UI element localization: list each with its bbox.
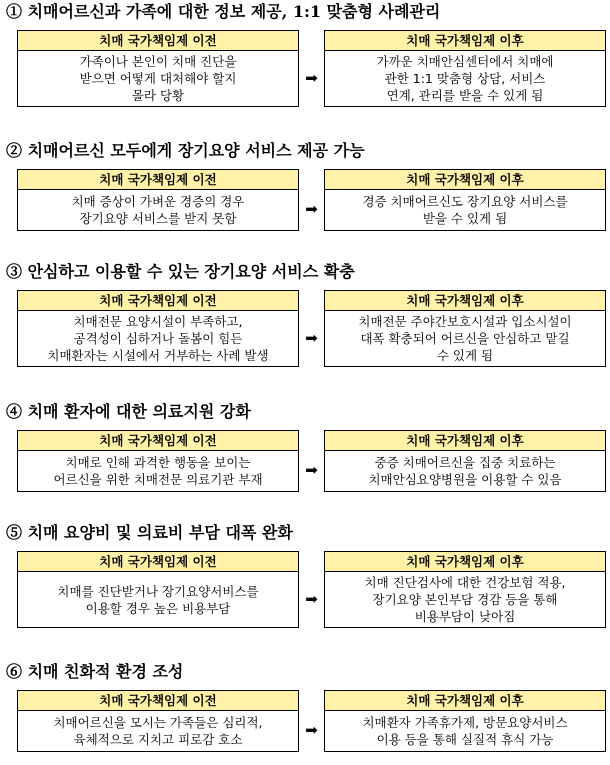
after-header: 치매 국가책임제 이후 [325, 691, 605, 711]
description-line: 받을 수 있게 됨 [422, 211, 508, 226]
section-title: ③ 안심하고 이용할 수 있는 장기요양 서비스 확충 [6, 262, 355, 281]
after-header: 치매 국가책임제 이후 [325, 170, 605, 190]
after-description [325, 190, 605, 230]
description-line: 장기요양 본인부담 경감 등을 통해 [372, 592, 558, 607]
after-box [324, 551, 606, 628]
description-line: 대폭 확충되어 어르신을 안심하고 맡길 [360, 331, 570, 346]
before-description [18, 451, 298, 491]
before-header: 치매 국가책임제 이전 [18, 31, 298, 51]
before-description [18, 711, 298, 751]
before-box [17, 290, 299, 367]
before-description [18, 190, 298, 230]
before-box [17, 690, 299, 752]
description-line: 중증 치매어르신을 집중 치료하는 [374, 455, 556, 470]
after-box [324, 30, 606, 107]
description-line: 치매 증상이 가벼운 경증의 경우 [71, 194, 245, 209]
before-description [18, 311, 298, 366]
before-box [17, 30, 299, 107]
right-arrow-icon: ➡ [305, 461, 318, 479]
description-line: 치매로 인해 과격한 행동을 보이는 [65, 455, 251, 470]
section-title: ⑤ 치매 요양비 및 의료비 부담 대폭 완화 [6, 523, 293, 542]
before-description [18, 572, 298, 627]
before-box [17, 551, 299, 628]
after-description [325, 572, 605, 627]
right-arrow-icon: ➡ [305, 200, 318, 218]
description-line: 가까운 치매안심센터에서 치매에 [376, 54, 554, 69]
description-line: 가족이나 본인이 치매 진단을 [79, 54, 237, 69]
description-line: 치매전문 요양시설이 부족하고, [73, 314, 243, 329]
right-arrow-icon: ➡ [305, 590, 318, 608]
after-box [324, 430, 606, 492]
before-header: 치매 국가책임제 이전 [18, 291, 298, 311]
section-title: ④ 치매 환자에 대한 의료지원 강화 [6, 402, 251, 421]
after-description [325, 311, 605, 366]
section-title: ⑥ 치매 친화적 환경 조성 [6, 662, 184, 681]
description-line: 이용 등을 통해 실질적 휴식 가능 [376, 732, 554, 747]
before-box [17, 430, 299, 492]
after-description [325, 51, 605, 106]
after-box [324, 169, 606, 231]
description-line: 치매 진단검사에 대한 건강보험 적용, [364, 575, 566, 590]
description-line: 치매환자 가족휴가제, 방문요양서비스 [362, 715, 568, 730]
description-line: 치매를 진단받거나 장기요양서비스를 [57, 583, 259, 599]
after-description [325, 711, 605, 751]
description-line: 치매환자는 시설에서 거부하는 사례 발생 [47, 348, 269, 363]
after-header: 치매 국가책임제 이후 [325, 431, 605, 451]
description-line: 관한 1:1 맞춤형 상담, 서비스 [384, 71, 546, 86]
section-title: ② 치매어르신 모두에게 장기요양 서비스 제공 가능 [6, 141, 365, 160]
right-arrow-icon: ➡ [305, 329, 318, 347]
before-box [17, 169, 299, 231]
description-line: 치매어르신을 모시는 가족들은 심리적, [53, 715, 263, 730]
before-header: 치매 국가책임제 이전 [18, 691, 298, 711]
after-box [324, 290, 606, 367]
after-header: 치매 국가책임제 이후 [325, 31, 605, 51]
after-description [325, 451, 605, 491]
description-line: 치매안심요양병원을 이용할 수 있음 [368, 472, 562, 487]
right-arrow-icon: ➡ [305, 721, 318, 739]
description-line: 경증 치매어르신도 장기요양 서비스를 [362, 194, 568, 209]
description-line: 비용부담이 낮아짐 [414, 609, 516, 624]
section-title: ① 치매어르신과 가족에 대한 정보 제공, 1:1 맞춤형 사례관리 [6, 2, 441, 21]
after-box [324, 690, 606, 752]
before-header: 치매 국가책임제 이전 [18, 552, 298, 572]
description-line: 공격성이 심하거나 돌봄이 힘든 [73, 331, 243, 346]
description-line: 장기요양 서비스를 받지 못함 [79, 211, 237, 226]
description-line: 이용할 경우 높은 비용부담 [85, 600, 231, 616]
after-header: 치매 국가책임제 이후 [325, 552, 605, 572]
description-line: 수 있게 됨 [436, 348, 494, 363]
description-line: 치매전문 주야간보호시설과 입소시설이 [358, 314, 572, 329]
description-line: 육체적으로 지치고 피로감 호소 [73, 732, 243, 747]
description-line: 몰라 당황 [131, 88, 185, 103]
description-line: 어르신을 위한 치매전문 의료기관 부재 [53, 472, 263, 487]
before-header: 치매 국가책임제 이전 [18, 170, 298, 190]
description-line: 받으면 어떻게 대처해야 할지 [79, 71, 237, 86]
after-header: 치매 국가책임제 이후 [325, 291, 605, 311]
before-header: 치매 국가책임제 이전 [18, 431, 298, 451]
before-description [18, 51, 298, 106]
description-line: 연계, 관리를 받을 수 있게 됨 [386, 88, 544, 103]
right-arrow-icon: ➡ [305, 69, 318, 87]
